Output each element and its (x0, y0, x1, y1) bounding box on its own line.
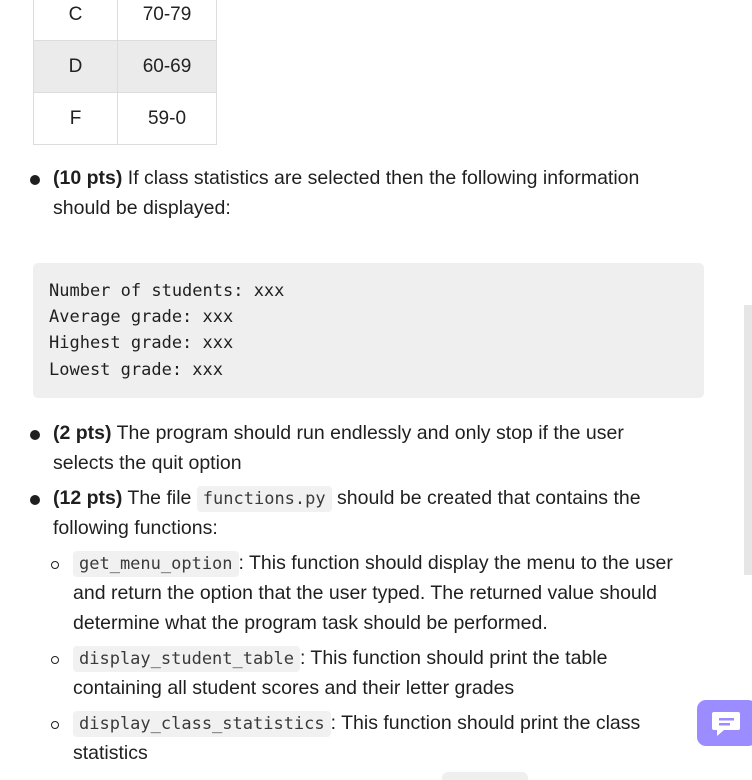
item-text-line2: statistics (73, 742, 148, 764)
table-row (34, 0, 217, 41)
list-item-class-stats (53, 163, 639, 193)
points-label: (2 pts) (53, 422, 112, 444)
item-text: If class statistics are selected then the following information (122, 167, 640, 189)
grade-range: 60-69 (118, 41, 217, 93)
next-code-block-edge (442, 772, 528, 780)
item-text: : This function should display the menu to the user (238, 552, 673, 574)
grade-letter: D (34, 41, 118, 93)
item-text-line2: selects the quit option (53, 452, 242, 474)
list-item-functions-file (53, 483, 641, 514)
list-item-endless (53, 418, 624, 448)
chat-icon (711, 708, 741, 738)
bullet-icon (25, 167, 45, 187)
table-row (34, 93, 217, 145)
grade-range: 70-79 (118, 0, 217, 41)
code-line: Average grade: xxx (49, 307, 234, 327)
points-label: (12 pts) (53, 487, 123, 509)
code-block (33, 263, 704, 398)
function-item (73, 548, 673, 579)
circle-bullet-icon (48, 650, 68, 670)
code-line: Lowest grade: xxx (49, 360, 223, 380)
item-text: The program should run endlessly and only stop if the user (111, 422, 624, 444)
bullet-icon (25, 487, 45, 507)
inline-code: functions.py (197, 486, 332, 512)
chat-button[interactable] (697, 700, 752, 746)
item-text: should be created that contains the (331, 487, 641, 509)
function-item (73, 708, 640, 739)
item-text-line2: following functions: (53, 517, 218, 539)
inline-code: get_menu_option (73, 551, 239, 577)
grade-letter: C (34, 0, 118, 41)
grade-range: 59-0 (118, 93, 217, 145)
function-item (73, 643, 607, 674)
bullet-icon (25, 422, 45, 442)
grade-table (33, 0, 217, 145)
item-text-line2: containing all student scores and their letter grades (73, 677, 515, 699)
table-row (34, 41, 217, 93)
item-text-line2: and return the option that the user typed. The returned value should (73, 582, 657, 604)
inline-code: display_class_statistics (73, 711, 331, 737)
grade-letter: F (34, 93, 118, 145)
circle-bullet-icon (48, 715, 68, 735)
circle-bullet-icon (48, 555, 68, 575)
item-text: The file (122, 487, 197, 509)
code-line: Highest grade: xxx (49, 333, 234, 353)
points-label: (10 pts) (53, 167, 123, 189)
inline-code: display_student_table (73, 646, 300, 672)
scrollbar[interactable] (744, 305, 752, 575)
item-text: : This function should print the class (330, 712, 641, 734)
item-text-line3: determine what the program task should be performed. (73, 612, 548, 634)
item-text-line2: should be displayed: (53, 197, 231, 219)
code-line: Number of students: xxx (49, 281, 285, 301)
item-text: : This function should print the table (299, 647, 608, 669)
